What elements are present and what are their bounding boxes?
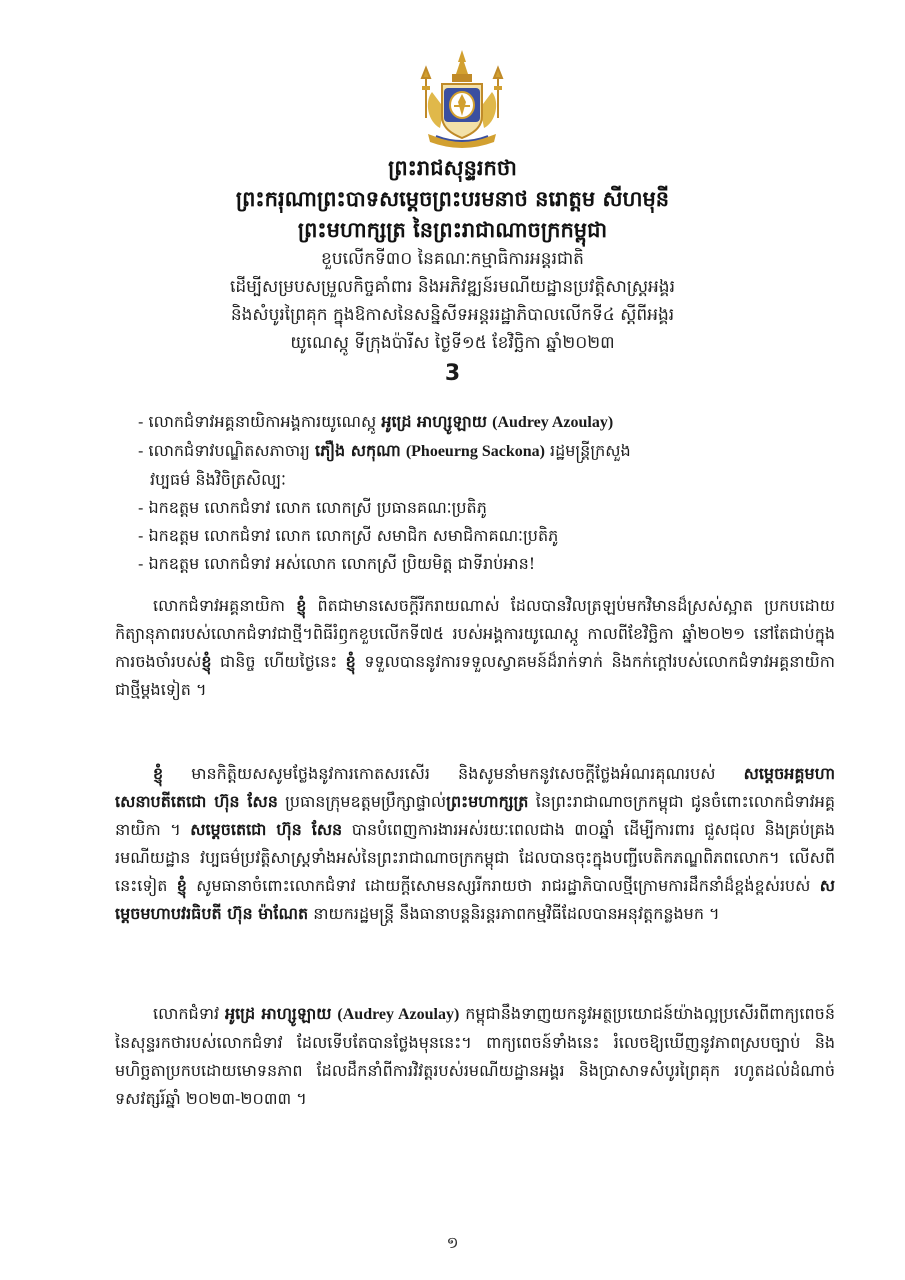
header-speaker-title: ព្រះមហាក្សត្រ នៃព្រះរាជាណាចក្រកម្ពុជា (297, 217, 608, 242)
greeting-name: អូដ្រេ អាហ្សូឡាយ (381, 412, 488, 431)
greeting-item-continued: វប្បធម៌ និងវិចិត្រសិល្បៈ (150, 470, 286, 489)
greeting-item: - ឯកឧត្តម លោកជំទាវ លោក លោកស្រី ប្រធានគណៈប្រតិភូ (138, 498, 487, 517)
header-speaker: ព្រះករុណាព្រះបាទសម្តេចព្រះបរមនាថ នរោត្តម សីហមុនី (235, 186, 670, 211)
royal-coat-of-arms (414, 48, 510, 152)
paragraph-2: ខ្ញុំ មានកិត្តិយសសូមថ្លែងនូវការកោតសរសើរ និងសូមនាំមកនូវសេចក្តីថ្លែងអំណរគុណរបស់ សម្តេចអគ្គមហាសេនាបតីតេជោ ហ៊ុន សែន ប្រធានក្រុមឧត្តមប្រឹក្សាផ្ទាល់ព្រះមហាក្សត្រ នៃព្រះរាជាណាចក្រកម្ពុជា ជូនចំពោះលោកជំទាវអគ្គនាយិកា ។ សម្តេចតេជោ ហ៊ុន សែន បានបំពេញការងារអស់រយៈពេលជាង ៣០ឆ្នាំ ដើម្បីការពារ ជួសជុល និងគ្រប់គ្រងរមណីយដ្ឋាន វប្បធម៌ប្រវត្តិសាស្ត្រទាំងអស់នៃព្រះរាជាណាចក្រកម្ពុជា ដែលបានចុះក្នុងបញ្ជីបេតិកភណ្ឌពិភពលោក។ លើសពីនេះទៀត ខ្ញុំ សូមធានាចំពោះលោកជំទាវ ដោយក្តីសោមនស្សរីករាយថា រាជរដ្ឋាភិបាលថ្មីក្រោមការដឹកនាំដ៏ខ្ពង់ខ្ពស់របស់ សម្តេចមហាបវរធិបតី ហ៊ុន ម៉ាណែត នាយករដ្ឋមន្ត្រី នឹងធានាបន្តនិរន្តរភាពកម្មវិធីដែលបានអនុវត្តកន្លងមក ។ (115, 764, 836, 923)
part-number: 3 (444, 361, 461, 386)
header-occasion: ខួបលើកទី៣០ នៃគណៈកម្មាធិការអន្តរជាតិ (321, 249, 584, 269)
header-conference: និងសំបូរព្រៃគុក ក្នុងឱកាសនៃសន្និសីទអន្តររដ្ឋាភិបាលលើកទី៤ ស្តីពីអង្គរ (230, 305, 675, 325)
greeting-item: - លោកជំទាវបណ្ឌិតសភាចារ្យ ភឿង សកុណា (Phoeurng Sackona) រដ្ឋមន្ត្រីក្រសួង (138, 441, 631, 460)
header-place-date: យូណេស្កូ ទីក្រុងប៉ារីស ថ្ងៃទី១៥ ខែវិច្ឆិកា ឆ្នាំ២០២៣ (290, 333, 615, 353)
greeting-latin-name: (Audrey Azoulay) (492, 414, 614, 431)
header-title: ព្រះរាជសុន្ទរកថា (388, 155, 517, 180)
greeting-name: ភឿង សកុណា (314, 441, 401, 460)
greeting-item: - ឯកឧត្តម លោកជំទាវ អស់លោក លោកស្រី ប្រិយមិត្ត ជាទីរាប់អាន! (138, 554, 536, 573)
speech-header (60, 152, 845, 389)
paragraph-1: លោកជំទាវអគ្គនាយិកា ខ្ញុំ ពិតជាមានសេចក្តីរីករាយណាស់ ដែលបានវិលត្រឡប់មកវិមានដ៏ស្រស់ស្អាត ប្រកបដោយកិត្យានុភាពរបស់លោកជំទាវជាថ្មី។ពិធីរំឭកខួបលើកទី៧៥ របស់អង្គការយូណេស្កូ កាលពីខែវិច្ឆិកា ឆ្នាំ២០២១ នៅតែជាប់ក្នុងការចងចាំរបស់ខ្ញុំ ជានិច្ច ហើយថ្ងៃនេះ ខ្ញុំ ទទួលបាននូវការទទួលស្វាគមន៍ដ៏រាក់ទាក់ និងកក់ក្តៅរបស់លោកជំទាវអគ្គនាយិកា ជាថ្មីម្តងទៀត ។ (115, 596, 835, 699)
greeting-item: - លោកជំទាវអគ្គនាយិកាអង្គការយូណេស្កូ អូដ្រេ អាហ្សូឡាយ (Audrey Azoulay) (138, 412, 614, 431)
greeting-item: - ឯកឧត្តម លោកជំទាវ លោក លោកស្រី សមាជិក សមាជិកាគណៈប្រតិភូ (138, 526, 559, 545)
header-committee: ដើម្បីសម្របសម្រួលកិច្ចគាំពារ និងអភិវឌ្ឍន៍រមណីយដ្ឋានប្រវត្តិសាស្ត្រអង្គរ (229, 277, 675, 297)
paragraph-3: លោកជំទាវ អូដ្រេ អាហ្សូឡាយ (Audrey Azoulay) កម្ពុជានឹងទាញយកនូវអត្ថប្រយោជន៍យ៉ាងល្អប្រសើរពីពាក្យពេចន៍នៃសុន្ទរកថារបស់លោកជំទាវ ដែលទើបតែបានថ្លែងមុននេះ។ ពាក្យពេចន៍ទាំងនេះ រំលេចឱ្យឃើញនូវភាពស្របច្បាប់ និងមហិច្ឆតាប្រកបដោយមោទនភាព ដែលដឹកនាំពីការវិវត្តរបស់រមណីយដ្ឋានអង្គរ និងប្រាសាទសំបូរព្រៃគុក រហូតដល់ដំណាច់ទសវត្សរ៍ឆ្នាំ ២០២៣-២០៣៣ ។ (115, 1004, 835, 1108)
greetings-list (138, 408, 828, 578)
greeting-latin-name: (Phoeurng Sackona) (405, 443, 545, 460)
page-number: ១ (446, 1233, 459, 1252)
